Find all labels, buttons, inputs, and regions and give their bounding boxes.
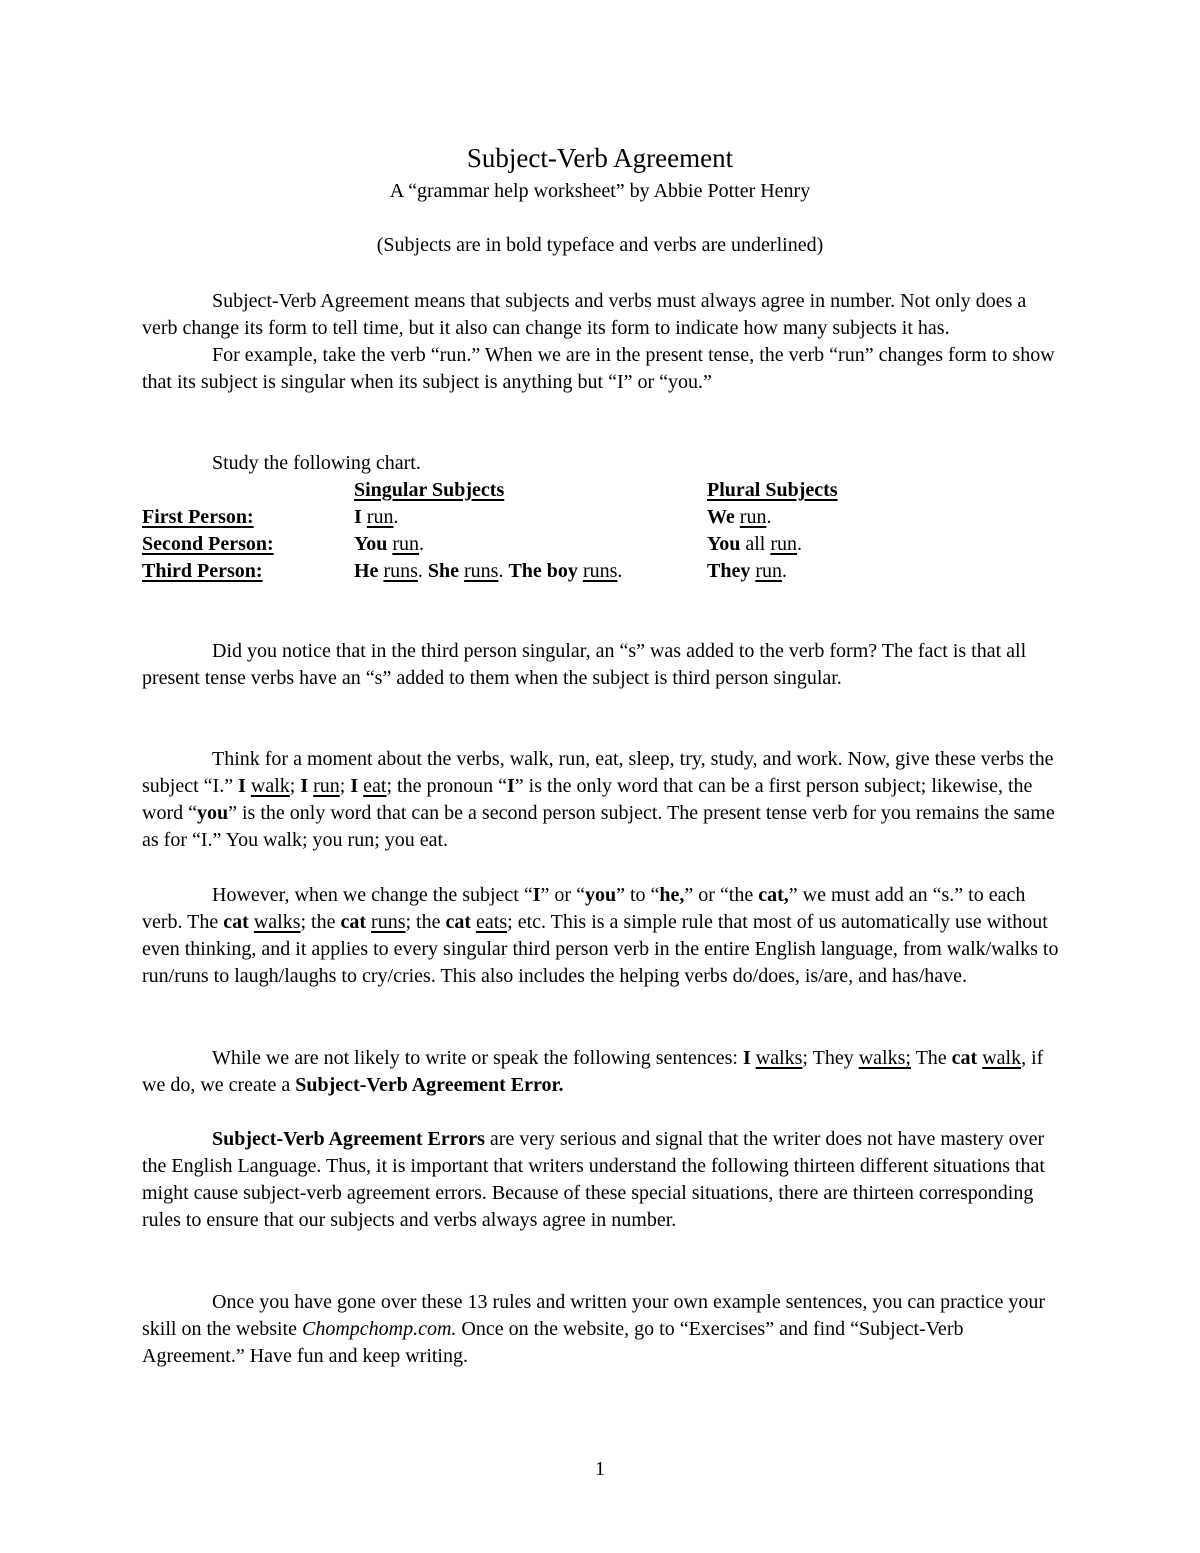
paragraph-once-text: Once you have gone over these 13 rules and written your own example sentences, you can practice your skill on the website Chompchomp.com. Once on the website, go to “Exercises” and find “Subject-Verb Agreement.” Have fun and keep writing. [142,1291,1046,1367]
page-subtitle: A “grammar help worksheet” by Abbie Potter Henry [389,180,811,202]
chart-subject: I [354,506,362,528]
paragraph-think [142,746,1062,854]
chart-label-second: Second Person: [142,533,274,555]
paragraph-notice [142,638,1062,692]
paragraph-notice-text: Did you notice that in the third person singular, an “s” was added to the verb form? The fact is that all present tense verbs have an “s” added to them when the subject is third person singular. [142,640,1027,689]
chart-verb: runs [383,560,418,582]
chart-subject: He [354,560,379,582]
legend-note: (Subjects are in bold typeface and verbs are underlined) [376,234,824,256]
chart-verb: run [770,533,798,555]
paragraph-however [142,882,1062,990]
intro-paragraph-2: For example, take the verb “run.” When we are in the present tense, the verb “run” changes form to show that its subject is singular when its subject is anything but “I” or “you.” [142,344,1055,393]
paragraph-while [142,1045,1062,1099]
chart-verb: runs [582,560,618,582]
chart-row-first: First Person: I run. We run. [142,506,772,528]
chart-label-third: Third Person: [142,560,263,582]
page-number: 1 [595,1458,605,1480]
chart-verb: run [755,560,783,582]
chart-lead [142,450,1062,477]
paragraph-once [142,1289,1062,1370]
chart-subject: You [354,533,388,555]
conjugation-chart [142,477,902,585]
chart-label-first: First Person: [142,506,254,528]
chart-verb: run [392,533,420,555]
chart-verb: run [739,506,767,528]
chart-header-plural: Plural Subjects [707,479,838,501]
paragraph-errors [142,1126,1062,1234]
paragraph-however-text: However, when we change the subject “I” or “you” to “he,” or “the cat,” we must add an “s.” to each verb. The cat walks; the cat runs; the cat eats; etc. This is a simple rule that most of us automatically use without even thinking, and it applies to every singular third person verb in the entire English language, from walk/walks to run/runs to laugh/laughs to cry/cries. This also includes the helping verbs do/does, is/are, and has/have. [142,884,1059,987]
intro-paragraph-3: Study the following chart. [212,452,421,474]
chart-subject: She [427,560,460,582]
chart-header-singular: Singular Subjects [354,479,505,501]
chart-verb: run [366,506,394,528]
intro-section [142,288,1062,396]
intro-paragraph-1: Subject-Verb Agreement means that subjects and verbs must always agree in number. Not only does a verb change its form to tell time, but it also can change its form to indicate how many subjects it has. [142,290,1027,339]
chart-row-second: Second Person: You run. You all run. [142,533,803,555]
chart-verb: runs [464,560,499,582]
chart-header-row [142,477,902,504]
chart-subject: You [707,533,741,555]
chart-row-third: Third Person: He runs. She runs. The boy runs. They run. [142,560,788,582]
paragraph-think-text: Think for a moment about the verbs, walk, run, eat, sleep, try, study, and work. Now, give these verbs the subject “I.” I walk; I run; I eat; the pronoun “I” is the only word that can be a first person subject; likewise, the word “you” is the only word that can be a second person subject. The present tense verb for you remains the same as for “I.” You walk; you run; you eat. [142,748,1055,851]
chart-subject: They [707,560,751,582]
chart-subject: The boy [508,560,578,582]
paragraph-errors-text: Subject-Verb Agreement Errors are very serious and signal that the writer does not have mastery over the English Language. Thus, it is important that writers understand the following thirteen different situations that might cause subject-verb agreement errors. Because of these special situations, there are thirteen corresponding rules to ensure that our subjects and verbs always agree in number. [142,1128,1045,1231]
chart-word: all [745,533,766,555]
chart-subject: We [707,506,735,528]
page-title: Subject-Verb Agreement [466,143,734,173]
paragraph-while-text: While we are not likely to write or speak the following sentences: I walks; They walks; The cat walk, if we do, we create a Subject-Verb Agreement Error. [142,1047,1044,1096]
website-name: Chompchomp.com. [301,1318,457,1340]
